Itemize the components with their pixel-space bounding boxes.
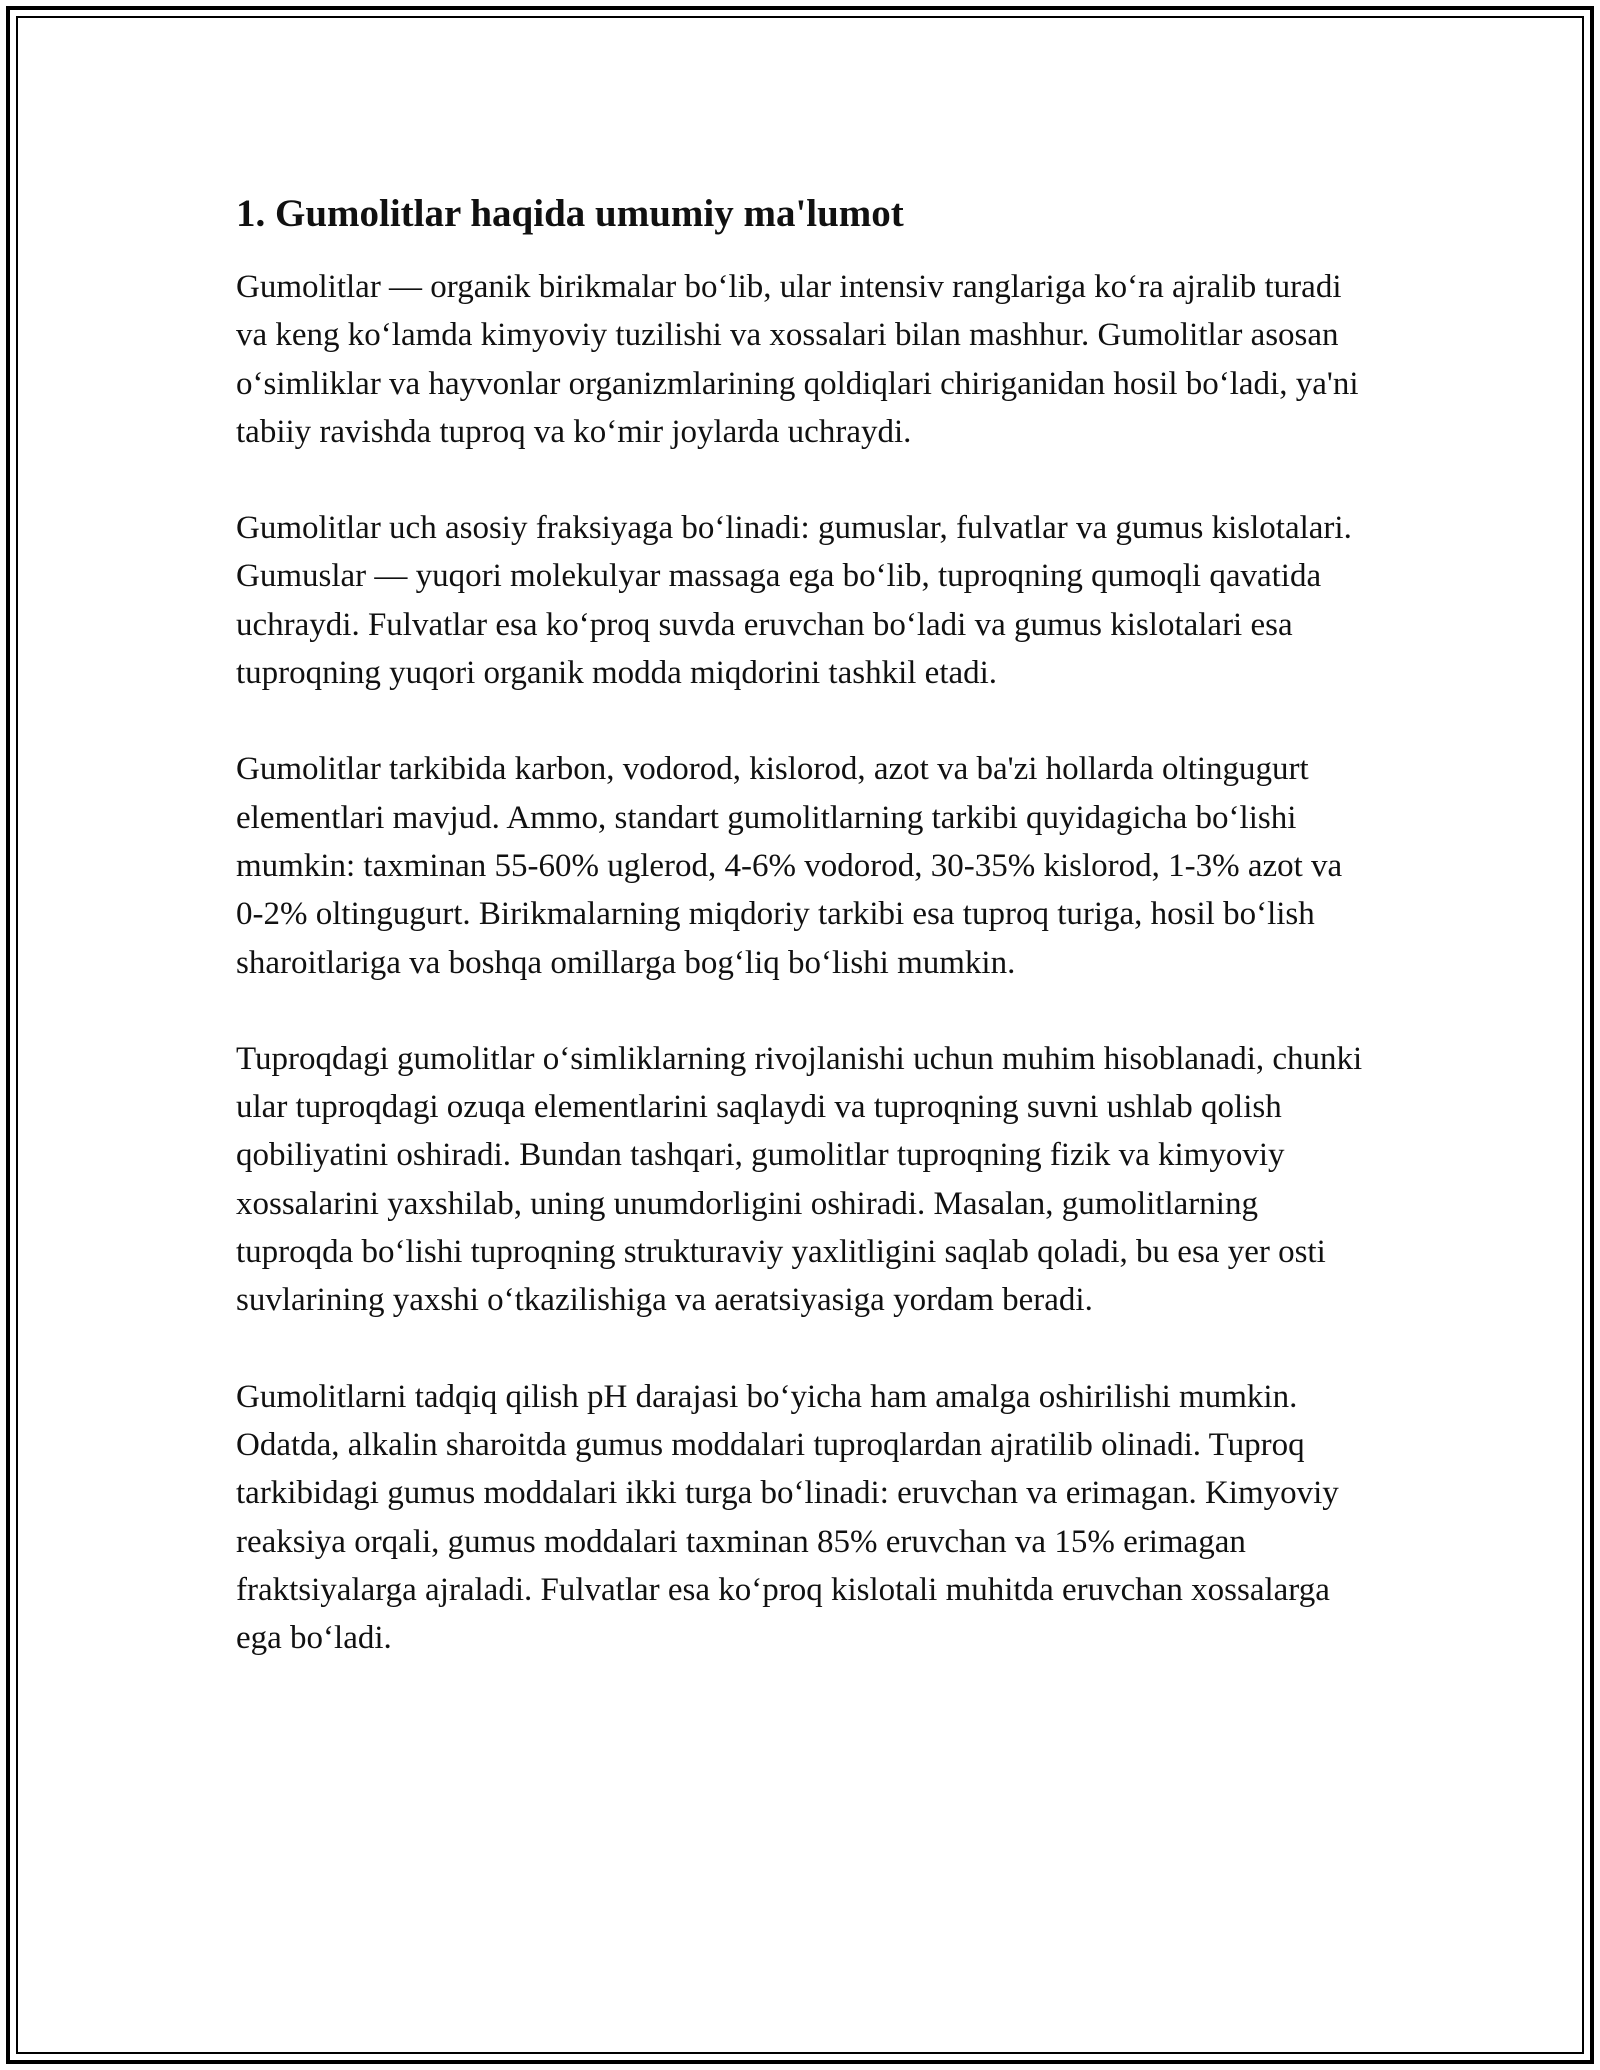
paragraph-soil-importance: Tuproqdagi gumolitlar o‘simliklarning rivojlanishi uchun muhim hisoblanadi, chunki ular tuproqdagi ozuqa elementlarini saqlaydi va tuproqning suvni ushlab qolish qobiliyatini oshiradi. Bundan tashqari, gumolitlar tuproqning fizik va kimyoviy xossalarini yaxshilab, uning unumdorligini oshiradi. Masalan, gumolitlarning tuproqda bo‘lishi tuproqning strukturaviy yaxlitligini saqlab qoladi, bu esa yer osti suvlarining yaxshi o‘tkazilishiga va aeratsiyasiga yordam beradi. xyxy=(236,1040,1363,1319)
paragraph-composition: Gumolitlar tarkibida karbon, vodorod, kislorod, azot va ba'zi hollarda oltingugurt elementlari mavjud. Ammo, standart gumolitlarning tarkibi quyidagicha bo‘lishi mumkin: taxminan 55-60% uglerod, 4-6% vodorod, 30-35% kislorod, 1-3% azot va 0-2% oltingugurt. Birikmalarning miqdoriy tarkibi esa tuproq turiga, hosil bo‘lish sharoitlariga va boshqa omillarga bog‘liq bo‘lishi mumkin. xyxy=(236,751,1343,981)
paragraph-ph-research: Gumolitlarni tadqiq qilish pH darajasi bo‘yicha ham amalga oshirilishi mumkin. Odatda, alkalin sharoitda gumus moddalari tuproqlardan ajratilib olinadi. Tuproq tarkibidagi gumus moddalari ikki turga bo‘linadi: eruvchan va erimagan. Kimyoviy reaksiya orqali, gumus moddalari taxminan 85% eruvchan va 15% erimagan fraktsiyalarga ajraladi. Fulvatlar esa ko‘proq kislotali muhitda eruvchan xossalarga ega bo‘ladi. xyxy=(236,1378,1339,1657)
document-content xyxy=(236,188,1376,1662)
section-title: 1. Gumolitlar haqida umumiy ma'lumot xyxy=(236,192,904,235)
paragraph-fractions: Gumolitlar uch asosiy fraksiyaga bo‘linadi: gumuslar, fulvatlar va gumus kislotalari. Gumuslar — yuqori molekulyar massaga ega bo‘lib, tuproqning qumoqli qavatida uchraydi. Fulvatlar esa ko‘proq suvda eruvchan bo‘ladi va gumus kislotalari esa tuproqning yuqori organik modda miqdorini tashkil etadi. xyxy=(236,510,1352,692)
paragraph-general-description: Gumolitlar — organik birikmalar bo‘lib, ular intensiv ranglariga ko‘ra ajralib turadi va keng ko‘lamda kimyoviy tuzilishi va xossalari bilan mashhur. Gumolitlar asosan o‘simliklar va hayvonlar organizmlarining qoldiqlari chiriganidan hosil bo‘ladi, ya'ni tabiiy ravishda tuproq va ko‘mir joylarda uchraydi. xyxy=(236,269,1359,450)
